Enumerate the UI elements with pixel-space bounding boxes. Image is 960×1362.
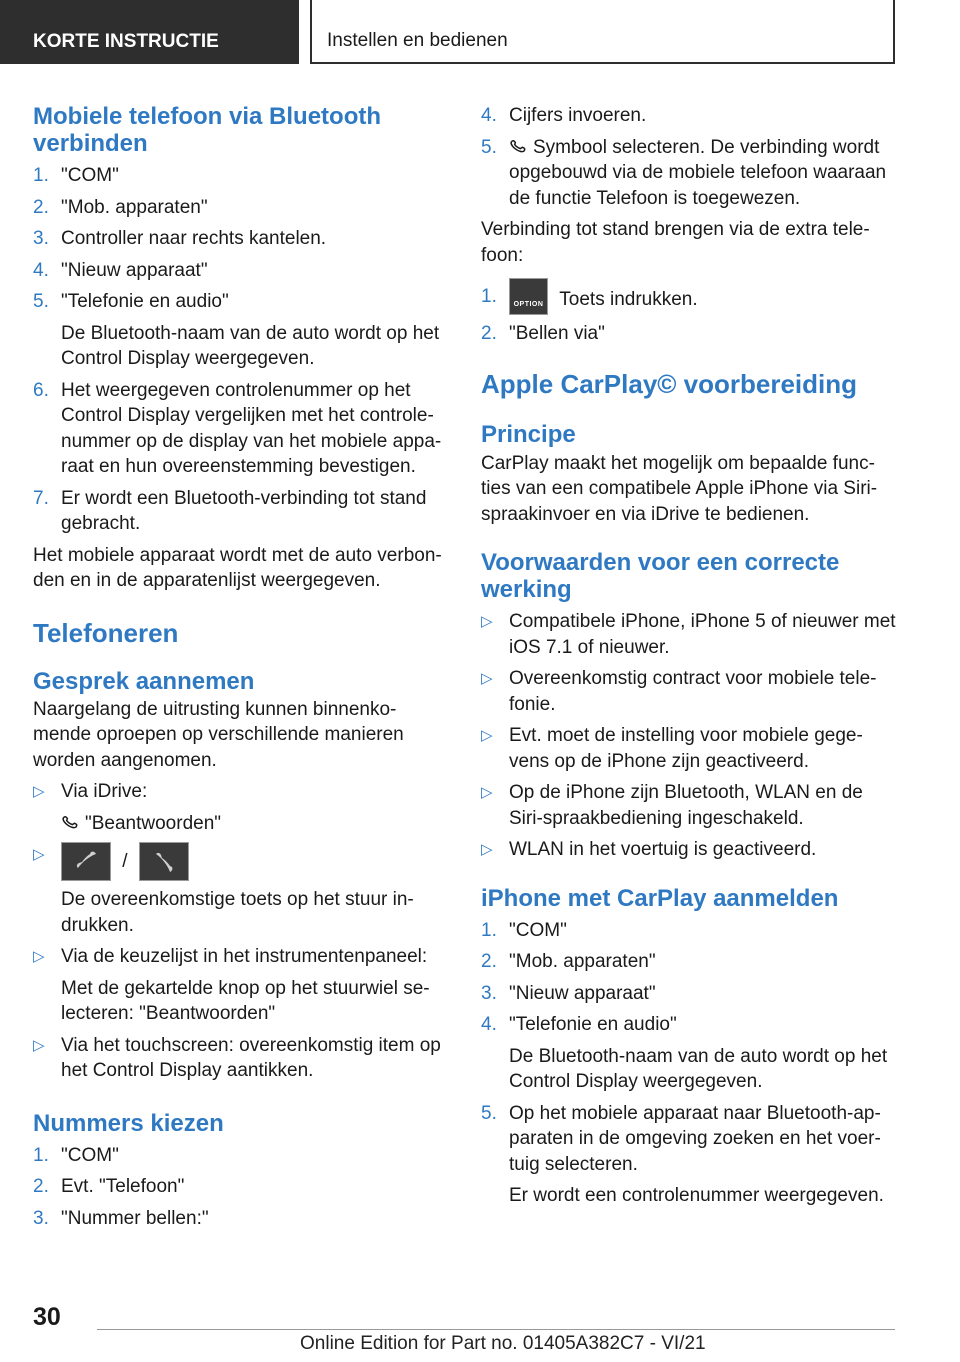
bluetooth-result: Het mobiele apparaat wordt met de auto verbon-den en in de apparatenlijst weergegeven. bbox=[33, 544, 442, 591]
list-item: ▷ Overeenkomstig contract voor mobiele tele-fonie. bbox=[481, 668, 877, 715]
list-item: 5. Symbool selecteren. De verbinding wordt opgebouwd via de mobiele telefoon waaraan de functie Telefoon is toegewezen. bbox=[481, 136, 887, 209]
list-item: 4. Cijfers invoeren. bbox=[481, 105, 647, 126]
answer-call-options bbox=[33, 779, 448, 1084]
bluetooth-heading: Mobiele telefoon via Bluetooth verbinden bbox=[33, 103, 382, 157]
dial-heading: Nummers kiezen bbox=[33, 1109, 224, 1137]
principle-text: CarPlay maakt het mogelijk om bepaalde func-ties van een compatibele Apple iPhone via Siri-spraakinvoer en via iDrive te bedienen. bbox=[481, 452, 878, 525]
step-note: De Bluetooth-naam van de auto wordt op het Control Display weergegeven. bbox=[509, 1045, 888, 1092]
option-button-icon: OPTION bbox=[509, 278, 548, 315]
triangle-bullet-icon: ▷ bbox=[33, 1036, 45, 1054]
list-item: ▷ Op de iPhone zijn Bluetooth, WLAN en de Siri-spraakbediening ingeschakeld. bbox=[481, 782, 863, 829]
list-item: 2. "Mob. apparaten" bbox=[481, 951, 656, 972]
step-note: Er wordt een controlenummer weergegeven. bbox=[509, 1185, 884, 1206]
phone-hangup-icon bbox=[139, 842, 189, 881]
list-item: 4. "Telefonie en audio" De Bluetooth-naam van de auto wordt op het Control Display weergegeven. bbox=[481, 1012, 896, 1095]
triangle-bullet-icon: ▷ bbox=[481, 613, 493, 630]
requirements-list bbox=[481, 609, 896, 863]
carplay-login-steps bbox=[481, 918, 896, 1209]
answer-call-heading: Gesprek aannemen bbox=[33, 667, 255, 695]
triangle-bullet-icon: ▷ bbox=[481, 727, 493, 744]
triangle-bullet-icon: ▷ bbox=[33, 948, 45, 965]
list-item: 1. "COM" bbox=[481, 919, 567, 941]
list-item: 2. Evt. "Telefoon" bbox=[33, 1176, 185, 1197]
chapter-tab: Instellen en bedienen bbox=[310, 0, 895, 64]
answer-label: "Beantwoorden" bbox=[85, 812, 222, 834]
list-item: 2. "Bellen via" bbox=[481, 323, 605, 344]
list-item: 4. "Nieuw apparaat" bbox=[33, 259, 208, 281]
extra-phone-steps bbox=[481, 284, 896, 347]
section-tab: KORTE INSTRUCTIE bbox=[0, 0, 299, 64]
footer-divider bbox=[97, 1329, 895, 1330]
triangle-bullet-icon: ▷ bbox=[33, 846, 45, 863]
carplay-heading: Apple CarPlay© voorbereiding bbox=[481, 368, 858, 399]
step-note: De Bluetooth-naam van de auto wordt op het Control Display weergegeven. bbox=[61, 322, 440, 369]
list-item: 1. OPTION Toets indrukken. bbox=[481, 284, 896, 315]
phone-icon bbox=[509, 137, 527, 155]
list-item: ▷ Via iDrive: "Beantwoorden" bbox=[33, 781, 222, 834]
list-item: 3. "Nieuw apparaat" bbox=[481, 982, 656, 1004]
triangle-bullet-icon: ▷ bbox=[481, 784, 493, 801]
principle-heading: Principe bbox=[481, 420, 576, 448]
list-item: ▷ Via de keuzelijst in het instrumentenpaneel: Met de gekartelde knop op het stuurwiel se-lecteren: "Beantwoorden" bbox=[33, 946, 430, 1024]
list-item: 7. Er wordt een Bluetooth-verbinding tot stand gebracht. bbox=[33, 487, 427, 534]
answer-call-intro: Naargelang de uitrusting kunnen binnenko-mende oproepen op verschillende manieren worden aangenomen. bbox=[33, 698, 404, 771]
edition-note: Online Edition for Part no. 01405A382C7 - VI/21 bbox=[300, 1333, 706, 1354]
triangle-bullet-icon: ▷ bbox=[33, 783, 45, 800]
list-item: ▷ Via het touchscreen: overeenkomstig item op het Control Display aantikken. bbox=[33, 1034, 441, 1081]
list-item: 1. "COM" bbox=[33, 165, 119, 186]
phone-icon bbox=[61, 813, 79, 831]
list-item: 5. "Telefonie en audio" De Bluetooth-naam van de auto wordt op het Control Display weergegeven. bbox=[33, 289, 448, 372]
list-item: 5. Op het mobiele apparaat naar Bluetooth-ap-paraten in de omgeving zoeken en het voer-tuig selecteren. Er wordt een controlenummer weergegeven. bbox=[481, 1101, 896, 1209]
page-number: 30 bbox=[33, 1303, 61, 1331]
triangle-bullet-icon: ▷ bbox=[481, 841, 493, 858]
extra-phone-intro: Verbinding tot stand brengen via de extra tele-foon: bbox=[481, 219, 870, 266]
list-item: 3. "Nummer bellen:" bbox=[33, 1207, 209, 1229]
right-column bbox=[481, 103, 896, 1209]
dial-steps bbox=[33, 1143, 448, 1232]
list-item: ▷ Evt. moet de instelling voor mobiele gege-vens op de iPhone zijn geactiveerd. bbox=[481, 725, 863, 772]
left-column bbox=[33, 103, 448, 1231]
list-item: ▷ Compatibele iPhone, iPhone 5 of nieuwer met iOS 7.1 of nieuwer. bbox=[481, 611, 896, 658]
list-item: 2. "Mob. apparaten" bbox=[33, 196, 208, 218]
dial-steps-continued bbox=[481, 103, 896, 211]
carplay-login-heading: iPhone met CarPlay aanmelden bbox=[481, 884, 839, 912]
slash-separator: / bbox=[122, 850, 128, 872]
triangle-bullet-icon: ▷ bbox=[481, 670, 493, 687]
telephoning-heading: Telefoneren bbox=[33, 617, 179, 648]
bluetooth-steps bbox=[33, 163, 448, 537]
list-item: 1. "COM" bbox=[33, 1144, 119, 1166]
requirements-heading: Voorwaarden voor een correcte werking bbox=[481, 549, 840, 603]
list-item: 6. Het weergegeven controlenummer op het Control Display vergelijken met het controle-nummer op de display van het mobiele appa-raat en hun overeenstemming bevestigen. bbox=[33, 379, 442, 477]
phone-answer-icon bbox=[61, 842, 111, 881]
list-item: ▷ WLAN in het voertuig is geactiveerd. bbox=[481, 837, 896, 863]
list-item: ▷ / De overeenkomstige toets op het stuur in-drukken. bbox=[33, 842, 448, 938]
list-item: 3. Controller naar rechts kantelen. bbox=[33, 228, 327, 249]
